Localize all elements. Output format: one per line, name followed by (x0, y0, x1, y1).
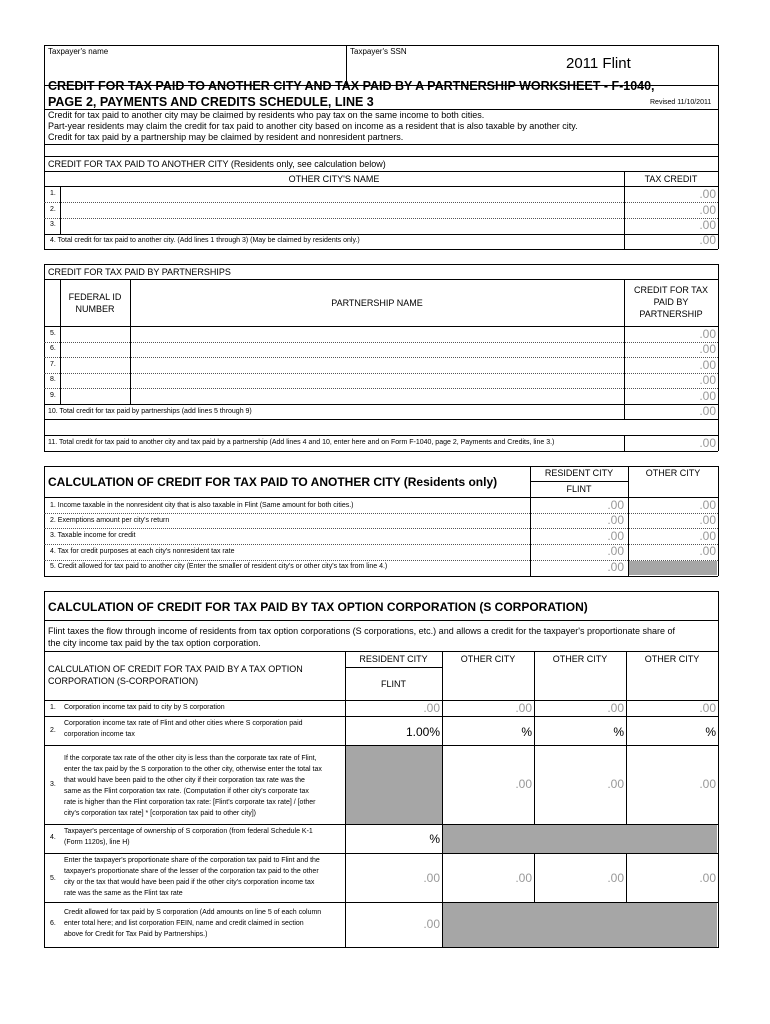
calc-city-title: CALCULATION OF CREDIT FOR TAX PAID TO ANOTHER CITY (Residents only) (48, 475, 498, 489)
other-city-amount[interactable]: .00 (699, 529, 716, 543)
rule (718, 156, 719, 249)
rule (44, 404, 718, 405)
calc-city-line1-label: 1. Income taxable in the nonresident city that is also taxable in Flint (Same amount for both cities.) (50, 502, 354, 509)
scorp-line5-label: Enter the taxpayer's proportionate share of the corporation tax paid to Flint and the (64, 857, 320, 864)
scorp-adjusted-tax[interactable]: .00 (699, 777, 716, 791)
rule (44, 156, 718, 157)
scorp-line5-label: city or the tax that would have been paid if the other city's corporation income tax (64, 879, 315, 886)
federal-id-input[interactable] (62, 327, 128, 341)
resident-city-amount[interactable]: .00 (607, 513, 624, 527)
line-number: 1. (50, 704, 56, 711)
intro-text: Part-year residents may claim the credit for tax paid to another city based on income as a resident that is also taxable by another city. (48, 121, 578, 131)
line-number: 5. (50, 875, 56, 882)
line-number: 3. (50, 781, 56, 788)
rule (44, 435, 718, 436)
scorp-line6-label: above for Credit for Tax Paid by Partnerships.) (64, 931, 208, 938)
scorp-line6-label: Credit allowed for tax paid by S corporation (Add amounts on line 5 of each column (64, 909, 322, 916)
rule (44, 234, 718, 235)
col-header-partnership-name: PARTNERSHIP NAME (331, 298, 423, 308)
rule (44, 419, 718, 420)
col-header-flint: FLINT (380, 679, 406, 689)
rule (44, 264, 718, 265)
col-header-city-name: OTHER CITY'S NAME (288, 174, 380, 184)
section-title-partnerships: CREDIT FOR TAX PAID BY PARTNERSHIPS (48, 267, 231, 277)
rule (718, 264, 719, 451)
partnership-name-input[interactable] (132, 358, 622, 372)
rule (44, 947, 718, 948)
shaded-cell (443, 903, 717, 947)
col-header-partnership-credit: PARTNERSHIP (639, 309, 703, 319)
line4-total-amount[interactable]: .00 (699, 233, 716, 247)
col-header-partnership-credit: PAID BY (653, 297, 689, 307)
other-city-amount[interactable]: .00 (699, 544, 716, 558)
line-number: 6. (50, 345, 56, 352)
form-title-line2: PAGE 2, PAYMENTS AND CREDITS SCHEDULE, LINE 3 (48, 95, 374, 109)
partnership-credit-amount[interactable]: .00 (699, 327, 716, 341)
rule (44, 591, 718, 592)
resident-city-amount[interactable]: .00 (607, 498, 624, 512)
scorp-ownership-percent[interactable]: % (429, 832, 440, 846)
scorp-flint-tax-paid[interactable]: .00 (423, 701, 440, 715)
scorp-line4-label: Taxpayer's percentage of ownership of S corporation (from federal Schedule K-1 (64, 828, 313, 835)
rule (44, 171, 718, 172)
line10-total-amount[interactable]: .00 (699, 404, 716, 418)
line-number: 7. (50, 361, 56, 368)
scorp-title: CALCULATION OF CREDIT FOR TAX PAID BY TAX OPTION CORPORATION (S CORPORATION) (48, 600, 588, 614)
line11-total-label: 11. Total credit for tax paid to another city and tax paid by a partnership (Add lines 4 and 10, enter here and on Form F-1040, page 2, Payments and Credits, line 3.) (48, 439, 555, 446)
rule (624, 435, 625, 451)
line-number: 4. (50, 834, 56, 841)
intro-text: Credit for tax paid by a partnership may be claimed by resident and nonresident partners. (48, 132, 404, 142)
scorp-adjusted-tax[interactable]: .00 (607, 777, 624, 791)
col-header-federal-id: NUMBER (75, 304, 115, 314)
federal-id-input[interactable] (62, 343, 128, 357)
col-header-other-city: OTHER CITY (460, 654, 516, 664)
scorp-share-amount[interactable]: .00 (515, 871, 532, 885)
scorp-other-tax-paid[interactable]: .00 (515, 701, 532, 715)
calc-city-line4-label: 4. Tax for credit purposes at each city's nonresident tax rate (50, 548, 235, 555)
scorp-line3-label: If the corporate tax rate of the other city is less than the corporate tax rate of Flint, (64, 755, 317, 762)
line-number: 5. (50, 330, 56, 337)
scorp-line1-label: Corporation income tax paid to city by S corporation (64, 704, 225, 711)
scorp-share-amount[interactable]: .00 (423, 871, 440, 885)
scorp-other-rate[interactable]: % (521, 725, 532, 739)
scorp-share-amount[interactable]: .00 (699, 871, 716, 885)
calc-city-line5-label: 5. Credit allowed for tax paid to another city (Enter the smaller of resident city's or other city's tax from line 4.) (50, 563, 388, 570)
shaded-cell (443, 825, 717, 853)
scorp-adjusted-tax[interactable]: .00 (515, 777, 532, 791)
partnership-name-input[interactable] (132, 343, 622, 357)
partnership-credit-amount[interactable]: .00 (699, 342, 716, 356)
rule (44, 249, 718, 250)
resident-city-credit-amount[interactable]: .00 (607, 560, 624, 574)
line10-total-label: 10. Total credit for tax paid by partnerships (add lines 5 through 9) (48, 408, 252, 415)
line4-total-label: 4. Total credit for tax paid to another city. (Add lines 1 through 3) (May be claimed by residents only.) (50, 237, 360, 244)
scorp-other-rate[interactable]: % (613, 725, 624, 739)
federal-id-input[interactable] (62, 389, 128, 403)
scorp-line5-label: rate was the same as the Flint tax rate (64, 890, 183, 897)
rule (44, 466, 718, 467)
rule (718, 85, 719, 161)
rule (44, 576, 718, 577)
other-city-name-input[interactable] (62, 219, 622, 233)
col-header-other-city: OTHER CITY (645, 468, 701, 478)
shaded-cell (629, 561, 717, 575)
line11-total-amount[interactable]: .00 (699, 436, 716, 450)
scorp-subtitle: CORPORATION (S-CORPORATION) (48, 676, 199, 686)
rule (345, 667, 442, 668)
rule (44, 45, 45, 85)
form-year: 2011 Flint (566, 55, 631, 72)
col-header-resident-city: RESIDENT CITY (359, 654, 428, 664)
col-header-tax-credit: TAX CREDIT (644, 174, 698, 184)
line-number: 3. (50, 221, 56, 228)
other-city-name-input[interactable] (62, 203, 622, 217)
scorp-line3-label: city's corporation tax rate] * [corporation tax paid to other city]) (64, 810, 256, 817)
revised-date: Revised 11/10/2011 (650, 99, 712, 106)
rule (44, 716, 718, 717)
resident-city-amount[interactable]: .00 (607, 544, 624, 558)
scorp-line3-label: rate is higher than the Flint corporation tax rate: [Flint's corporate tax rate] / [other (64, 799, 316, 806)
line-number: 1. (50, 190, 56, 197)
calc-city-line2-label: 2. Exemptions amount per city's return (50, 517, 170, 524)
partnership-credit-amount[interactable]: .00 (699, 373, 716, 387)
tax-credit-amount[interactable]: .00 (699, 218, 716, 232)
col-header-federal-id: FEDERAL ID (68, 292, 122, 302)
partnership-credit-amount[interactable]: .00 (699, 389, 716, 403)
scorp-line2-label: corporation income tax (64, 731, 135, 738)
scorp-other-rate[interactable]: % (705, 725, 716, 739)
col-header-other-city: OTHER CITY (644, 654, 700, 664)
scorp-other-tax-paid[interactable]: .00 (699, 701, 716, 715)
scorp-subtitle: CALCULATION OF CREDIT FOR TAX PAID BY A TAX OPTION (48, 664, 303, 674)
scorp-line5-label: taxpayer's proportionate share of the lesser of the corporation tax paid to the other (64, 868, 319, 875)
scorp-line2-label: Corporation income tax rate of Flint and other cities where S corporation paid (64, 720, 303, 727)
rule (60, 186, 61, 234)
taxpayer-name-label: Taxpayer's name (48, 47, 109, 56)
section-title-other-city: CREDIT FOR TAX PAID TO ANOTHER CITY (Residents only, see calculation below) (48, 159, 386, 169)
calc-city-line3-label: 3. Taxable income for credit (50, 532, 136, 539)
rule (44, 853, 718, 854)
rule (624, 171, 625, 249)
rule (718, 466, 719, 576)
rule (44, 279, 718, 280)
rule (530, 481, 628, 482)
other-city-name-input[interactable] (62, 187, 622, 201)
line-number: 8. (50, 376, 56, 383)
col-header-flint: FLINT (566, 484, 592, 494)
partnership-credit-amount[interactable]: .00 (699, 358, 716, 372)
line-number: 2. (50, 206, 56, 213)
rule (44, 45, 718, 46)
resident-city-amount[interactable]: .00 (607, 529, 624, 543)
tax-credit-amount[interactable]: .00 (699, 203, 716, 217)
scorp-line3-label: that would have been paid to the other city if their corporation tax rate was the (64, 777, 305, 784)
col-header-other-city: OTHER CITY (552, 654, 608, 664)
col-header-resident-city: RESIDENT CITY (544, 468, 614, 478)
rule (44, 591, 45, 948)
rule (44, 85, 45, 161)
rule (718, 591, 719, 948)
scorp-intro: the city income tax paid by the tax option corporation. (48, 638, 261, 648)
scorp-line4-label: (Form 1120s), line H) (64, 839, 130, 846)
rule (44, 144, 718, 145)
federal-id-input[interactable] (62, 358, 128, 372)
scorp-other-tax-paid[interactable]: .00 (607, 701, 624, 715)
line-number: 6. (50, 920, 56, 927)
scorp-credit-allowed[interactable]: .00 (423, 917, 440, 931)
partnership-name-input[interactable] (132, 389, 622, 403)
line-number: 2. (50, 727, 56, 734)
partnership-name-input[interactable] (132, 327, 622, 341)
rule (44, 451, 718, 452)
rule (718, 45, 719, 85)
form-title-line1: CREDIT FOR TAX PAID TO ANOTHER CITY AND TAX PAID BY A PARTNERSHIP WORKSHEET - F-1040, (48, 79, 655, 93)
federal-id-input[interactable] (62, 374, 128, 388)
scorp-intro: Flint taxes the flow through income of residents from tax option corporations (S corporations, etc.) and allows a credit for the taxpayer's proportionate share of (48, 626, 676, 636)
scorp-share-amount[interactable]: .00 (607, 871, 624, 885)
scorp-line3-label: same as the Flint corporation tax rate. (Computation if other city's corporate tax (64, 788, 309, 795)
taxpayer-ssn-label: Taxpayer's SSN (350, 47, 407, 56)
scorp-line6-label: enter total here; and list corporation FEIN, name and credit claimed in section (64, 920, 304, 927)
rule (44, 620, 718, 621)
other-city-amount[interactable]: .00 (699, 498, 716, 512)
other-city-amount[interactable]: .00 (699, 513, 716, 527)
partnership-name-input[interactable] (132, 374, 622, 388)
tax-credit-amount[interactable]: .00 (699, 187, 716, 201)
rule (44, 651, 718, 652)
line-number: 9. (50, 392, 56, 399)
shaded-cell (346, 746, 442, 824)
col-header-partnership-credit: CREDIT FOR TAX (633, 285, 708, 295)
scorp-line3-label: enter the tax paid by the S corporation to the other city, otherwise enter the total tax (64, 766, 322, 773)
intro-text: Credit for tax paid to another city may be claimed by residents who pay tax on the same income to both cities. (48, 110, 485, 120)
scorp-flint-rate[interactable]: 1.00% (405, 725, 440, 739)
